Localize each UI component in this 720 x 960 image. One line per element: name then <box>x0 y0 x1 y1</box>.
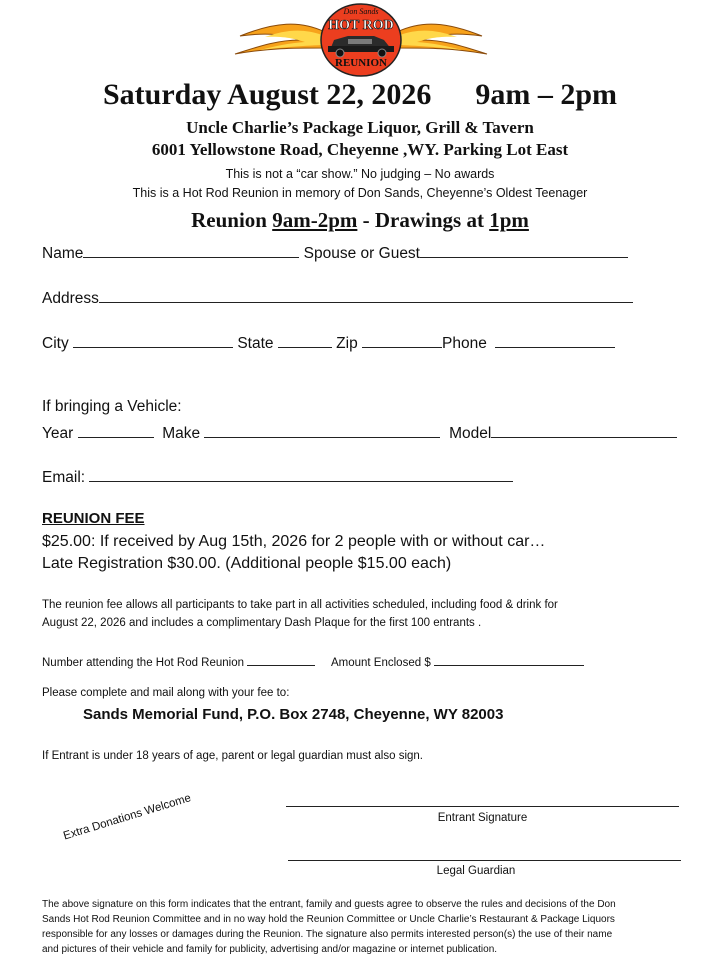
logo-main-text: HOT ROD <box>328 18 394 33</box>
drawing-time: 1pm <box>489 208 529 232</box>
entrant-signature-line[interactable] <box>286 806 679 807</box>
mail-instruction: Please complete and mail along with your fee to: <box>42 687 290 699</box>
email-row <box>42 465 513 487</box>
vehicle-intro: If bringing a Vehicle: <box>42 398 182 415</box>
amount-field[interactable] <box>434 652 584 666</box>
zip-label: Zip <box>336 335 358 352</box>
attending-row <box>42 652 584 669</box>
event-date: Saturday August 22, 2026 <box>102 78 432 111</box>
attending-label: Number attending the Hot Rod Reunion <box>42 657 245 669</box>
memorial-note: This is a Hot Rod Reunion in memory of Don Sands, Cheyenne’s Oldest Teenager <box>132 186 588 200</box>
disclaimer <box>42 897 616 957</box>
guardian-signature-label: Legal Guardian <box>436 865 516 877</box>
disclaimer-line: The above signature on this form indicates that the entrant, family and guests agree to observe the rules and decisions of the Don <box>42 899 616 910</box>
event-date-time <box>0 78 720 112</box>
attending-field[interactable] <box>247 652 315 666</box>
name-label: Name <box>42 245 84 262</box>
make-field[interactable] <box>204 421 440 438</box>
minor-note: If Entrant is under 18 years of age, parent or legal guardian must also sign. <box>42 750 423 762</box>
spouse-label: Spouse or Guest <box>303 245 420 262</box>
vehicle-row <box>42 421 677 443</box>
venue-address: 6001 Yellowstone Road, Cheyenne ,WY. Parking Lot East <box>151 140 569 159</box>
state-label: State <box>237 335 274 352</box>
hot-rod-reunion-logo <box>230 2 492 78</box>
schedule-time: 9am-2pm <box>272 208 358 232</box>
left-flames-icon <box>235 24 325 54</box>
phone-field[interactable] <box>495 331 615 348</box>
model-field[interactable] <box>491 421 677 438</box>
mailing-address: Sands Memorial Fund, P.O. Box 2748, Cheyenne, WY 82003 <box>83 706 504 723</box>
fee-description-2: August 22, 2026 and includes a complimentary Dash Plaque for the first 100 entrants . <box>42 617 482 629</box>
late-fee-line: Late Registration $30.00. (Additional people $15.00 each) <box>42 555 452 572</box>
fee-description-1: The reunion fee allows all participants to take part in all activities scheduled, including food & drink for <box>42 599 558 611</box>
reunion-fee-heading: REUNION FEE <box>42 510 145 527</box>
disclaimer-line: and pictures of their vehicle and family for publicity, advertising and/or magazine or internet publication. <box>42 944 498 955</box>
model-label: Model <box>449 425 492 442</box>
logo-top-text: Don Sands <box>343 7 379 16</box>
name-row <box>42 241 628 263</box>
address-row <box>42 286 633 308</box>
year-field[interactable] <box>78 421 154 438</box>
email-field[interactable] <box>89 465 513 482</box>
state-field[interactable] <box>278 331 332 348</box>
city-field[interactable] <box>73 331 233 348</box>
not-a-car-show-note: This is not a “car show.” No judging – No awards <box>225 167 495 181</box>
early-fee-line: $25.00: If received by Aug 15th, 2026 for 2 people with or without car… <box>42 533 546 550</box>
guardian-signature-line[interactable] <box>288 860 681 861</box>
email-label: Email: <box>42 469 86 486</box>
disclaimer-line: Sands Hot Rod Reunion Committee and in no way hold the Reunion Committee or Uncle Charlie’s Restaurant & Package Liquors <box>42 914 615 925</box>
venue-name: Uncle Charlie’s Package Liquor, Grill & Tavern <box>186 118 534 137</box>
city-row <box>42 331 615 353</box>
zip-field[interactable] <box>362 331 442 348</box>
event-time: 9am – 2pm <box>475 78 618 111</box>
entrant-signature-label: Entrant Signature <box>437 812 528 824</box>
year-label: Year <box>42 425 74 442</box>
name-field[interactable] <box>83 241 299 258</box>
amount-label: Amount Enclosed $ <box>330 657 431 669</box>
logo-bottom-text: REUNION <box>335 57 387 69</box>
schedule-line: Reunion 9am-2pm - Drawings at 1pm <box>191 208 529 232</box>
donations-note: Extra Donations Welcome <box>62 792 193 843</box>
address-label: Address <box>42 290 99 307</box>
spouse-field[interactable] <box>420 241 628 258</box>
make-label: Make <box>162 425 201 442</box>
city-label: City <box>42 335 69 352</box>
disclaimer-line: responsible for any losses or damages during the Reunion. The signature also permits interested person(s) the use of their name <box>42 929 613 940</box>
address-field[interactable] <box>99 286 633 303</box>
phone-label: Phone <box>442 335 487 352</box>
right-flames-icon <box>397 24 487 54</box>
